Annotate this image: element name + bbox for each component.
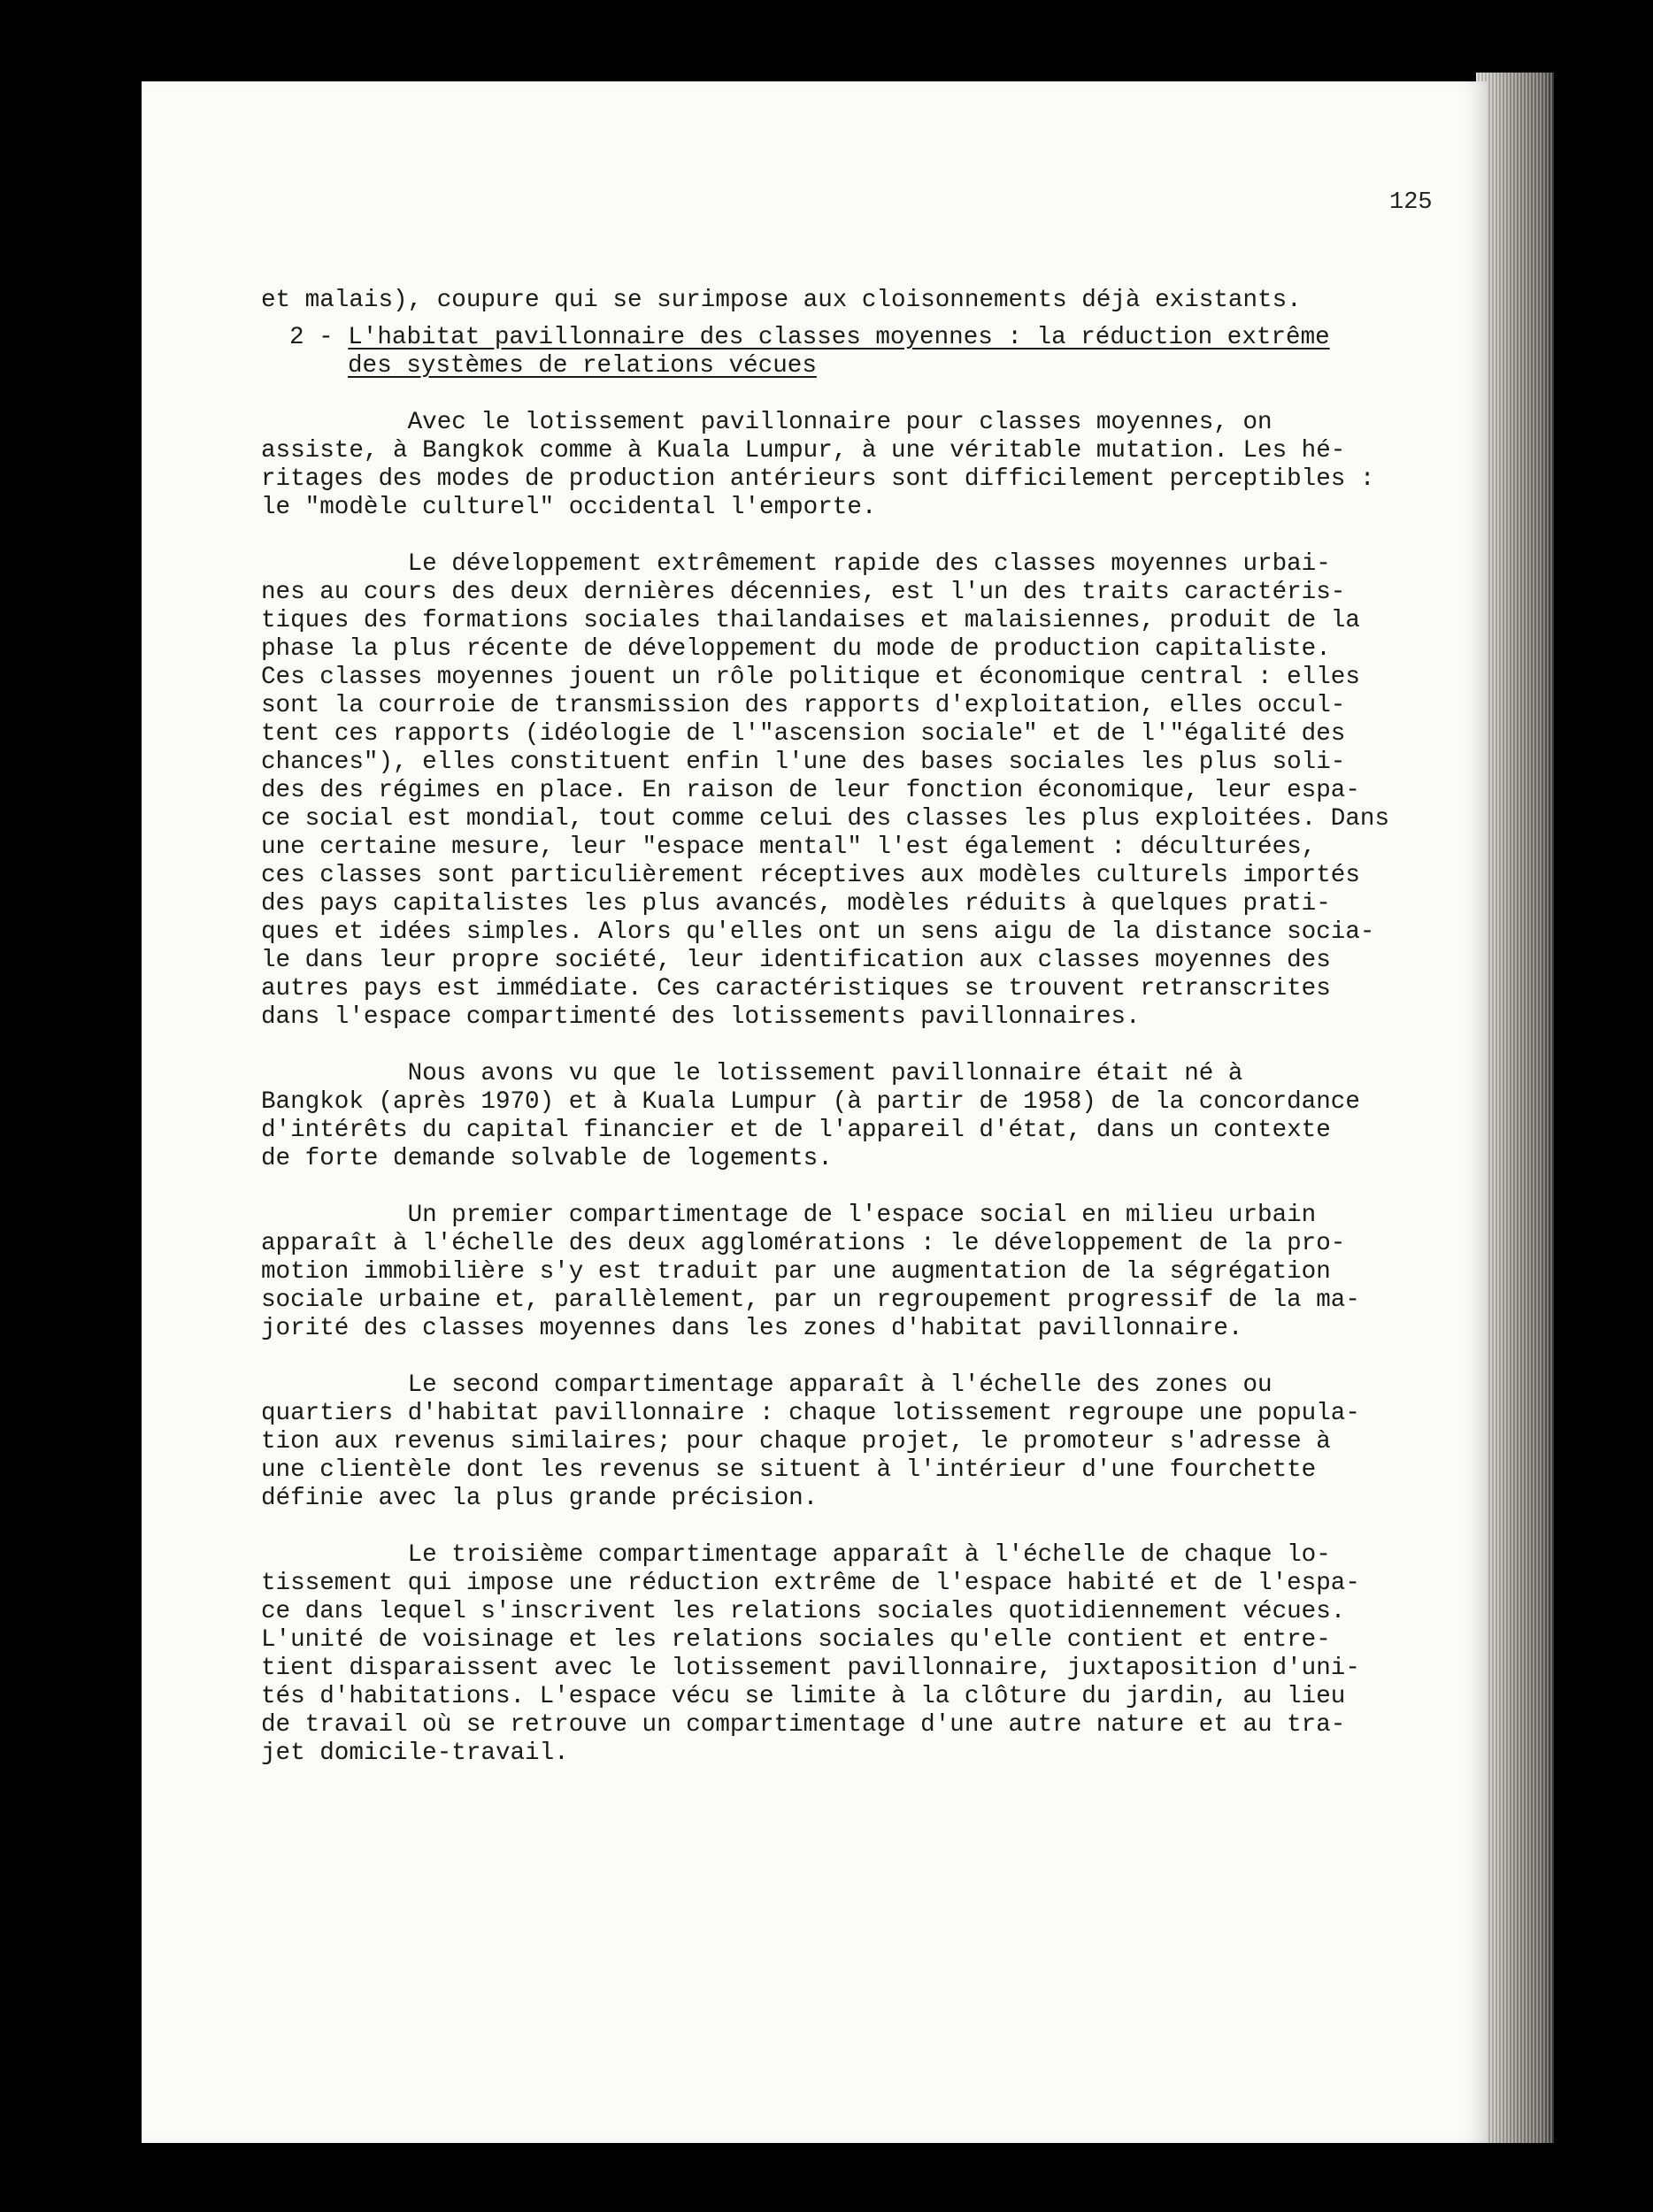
paragraph-line: une clientèle dont les revenus se situent à l'intérieur d'une fourchette: [261, 1456, 1317, 1484]
paragraph-line: tent ces rapports (idéologie de l'"ascension sociale" et de l'"égalité des: [261, 720, 1346, 748]
paragraph-line: assiste, à Bangkok comme à Kuala Lumpur, à une véritable mutation. Les hé-: [261, 437, 1346, 465]
paragraph-line: Nous avons vu que le lotissement pavillonnaire était né à: [261, 1060, 1243, 1087]
paragraph-line: tiques des formations sociales thailandaises et malaisiennes, produit de la: [261, 607, 1360, 634]
paragraph: [261, 550, 1390, 1032]
section-heading: [261, 324, 1341, 380]
paragraph-line: d'intérêts du capital financier et de l'appareil d'état, dans un contexte: [261, 1117, 1331, 1144]
paragraph-line: jet domicile-travail.: [261, 1740, 569, 1767]
paragraph-line: Bangkok (après 1970) et à Kuala Lumpur (à partir de 1958) de la concordance: [261, 1088, 1360, 1116]
paragraph-line: des pays capitalistes les plus avancés, modèles réduits à quelques prati-: [261, 890, 1331, 918]
heading-number: 2 -: [289, 324, 349, 351]
paragraph-line: tion aux revenus similaires; pour chaque projet, le promoteur s'adresse à: [261, 1428, 1331, 1455]
paragraph-line: apparaît à l'échelle des deux agglomérations : le développement de la pro-: [261, 1230, 1346, 1257]
paragraph-line: dans l'espace compartimenté des lotissements pavillonnaires.: [261, 1003, 1141, 1031]
paragraph-line: ce social est mondial, tout comme celui des classes les plus exploitées. Dans: [261, 805, 1390, 833]
paragraph-line: une certaine mesure, leur "espace mental" l'est également : déculturées,: [261, 833, 1317, 861]
paragraph-line: motion immobilière s'y est traduit par une augmentation de la ségrégation: [261, 1258, 1331, 1286]
paragraph-line: de forte demande solvable de logements.: [261, 1145, 833, 1172]
heading-line-2: des systèmes de relations vécues: [348, 352, 817, 380]
paragraph-line: Le second compartimentage apparaît à l'échelle des zones ou: [261, 1371, 1272, 1399]
paragraph-line: chances"), elles constituent enfin l'une des bases sociales les plus soli-: [261, 749, 1346, 776]
body-text: [261, 287, 1390, 1768]
paragraph-line: sont la courroie de transmission des rapports d'exploitation, elles occul-: [261, 692, 1346, 719]
paragraph-line: tés d'habitations. L'espace vécu se limite à la clôture du jardin, au lieu: [261, 1683, 1346, 1710]
paragraph-line: Un premier compartimentage de l'espace social en milieu urbain: [261, 1202, 1317, 1229]
page-number: 125: [1389, 189, 1433, 216]
paragraph: [261, 1202, 1360, 1343]
paragraph-line: tissement qui impose une réduction extrême de l'espace habité et de l'espa-: [261, 1570, 1360, 1597]
paragraph-line: le "modèle culturel" occidental l'emporte.: [261, 494, 877, 521]
paragraph: [261, 1541, 1360, 1768]
paragraph-line: tient disparaissent avec le lotissement pavillonnaire, juxtaposition d'uni-: [261, 1655, 1360, 1682]
paragraph-line: phase la plus récente de développement du mode de production capitaliste.: [261, 635, 1331, 663]
paragraph-line: quartiers d'habitat pavillonnaire : chaque lotissement regroupe une popula-: [261, 1400, 1360, 1427]
paragraph-line: le dans leur propre société, leur identification aux classes moyennes des: [261, 947, 1331, 974]
paragraph-line: ces classes sont particulièrement réceptives aux modèles culturels importés: [261, 862, 1360, 889]
paragraph-line: ce dans lequel s'inscrivent les relations sociales quotidiennement vécues.: [261, 1598, 1346, 1625]
paragraph-line: ritages des modes de production antérieurs sont difficilement perceptibles :: [261, 465, 1375, 493]
paragraphs: [261, 409, 1390, 1768]
document-page: [142, 81, 1487, 2143]
opening-line: et malais), coupure qui se surimpose aux cloisonnements déjà existants.: [261, 287, 1302, 314]
page-edge-stack: [1476, 73, 1554, 2143]
paragraph-line: Le développement extrêmement rapide des classes moyennes urbai-: [261, 550, 1331, 578]
paragraph-line: des des régimes en place. En raison de leur fonction économique, leur espa-: [261, 777, 1360, 804]
paragraph-line: autres pays est immédiate. Ces caractéristiques se trouvent retranscrites: [261, 975, 1331, 1002]
paragraph-line: sociale urbaine et, parallèlement, par un regroupement progressif de la ma-: [261, 1286, 1360, 1314]
paragraph-line: L'unité de voisinage et les relations sociales qu'elle contient et entre-: [261, 1626, 1331, 1654]
paragraph-line: Le troisième compartimentage apparaît à l'échelle de chaque lo-: [261, 1541, 1331, 1569]
paragraph-line: ques et idées simples. Alors qu'elles ont un sens aigu de la distance socia-: [261, 918, 1375, 946]
paragraph-line: Ces classes moyennes jouent un rôle politique et économique central : elles: [261, 664, 1360, 691]
paragraph-line: nes au cours des deux dernières décennies, est l'un des traits caractéris-: [261, 579, 1346, 606]
paragraph: [261, 1060, 1360, 1173]
paragraph: [261, 1371, 1360, 1513]
paragraph-line: de travail où se retrouve un compartimentage d'une autre nature et au tra-: [261, 1711, 1346, 1739]
paragraph-line: jorité des classes moyennes dans les zones d'habitat pavillonnaire.: [261, 1315, 1243, 1342]
heading-line-1: L'habitat pavillonnaire des classes moyennes : la réduction extrême: [348, 324, 1330, 351]
paragraph: [261, 409, 1375, 522]
paragraph-line: Avec le lotissement pavillonnaire pour classes moyennes, on: [261, 409, 1272, 436]
paragraph-line: définie avec la plus grande précision.: [261, 1485, 819, 1512]
